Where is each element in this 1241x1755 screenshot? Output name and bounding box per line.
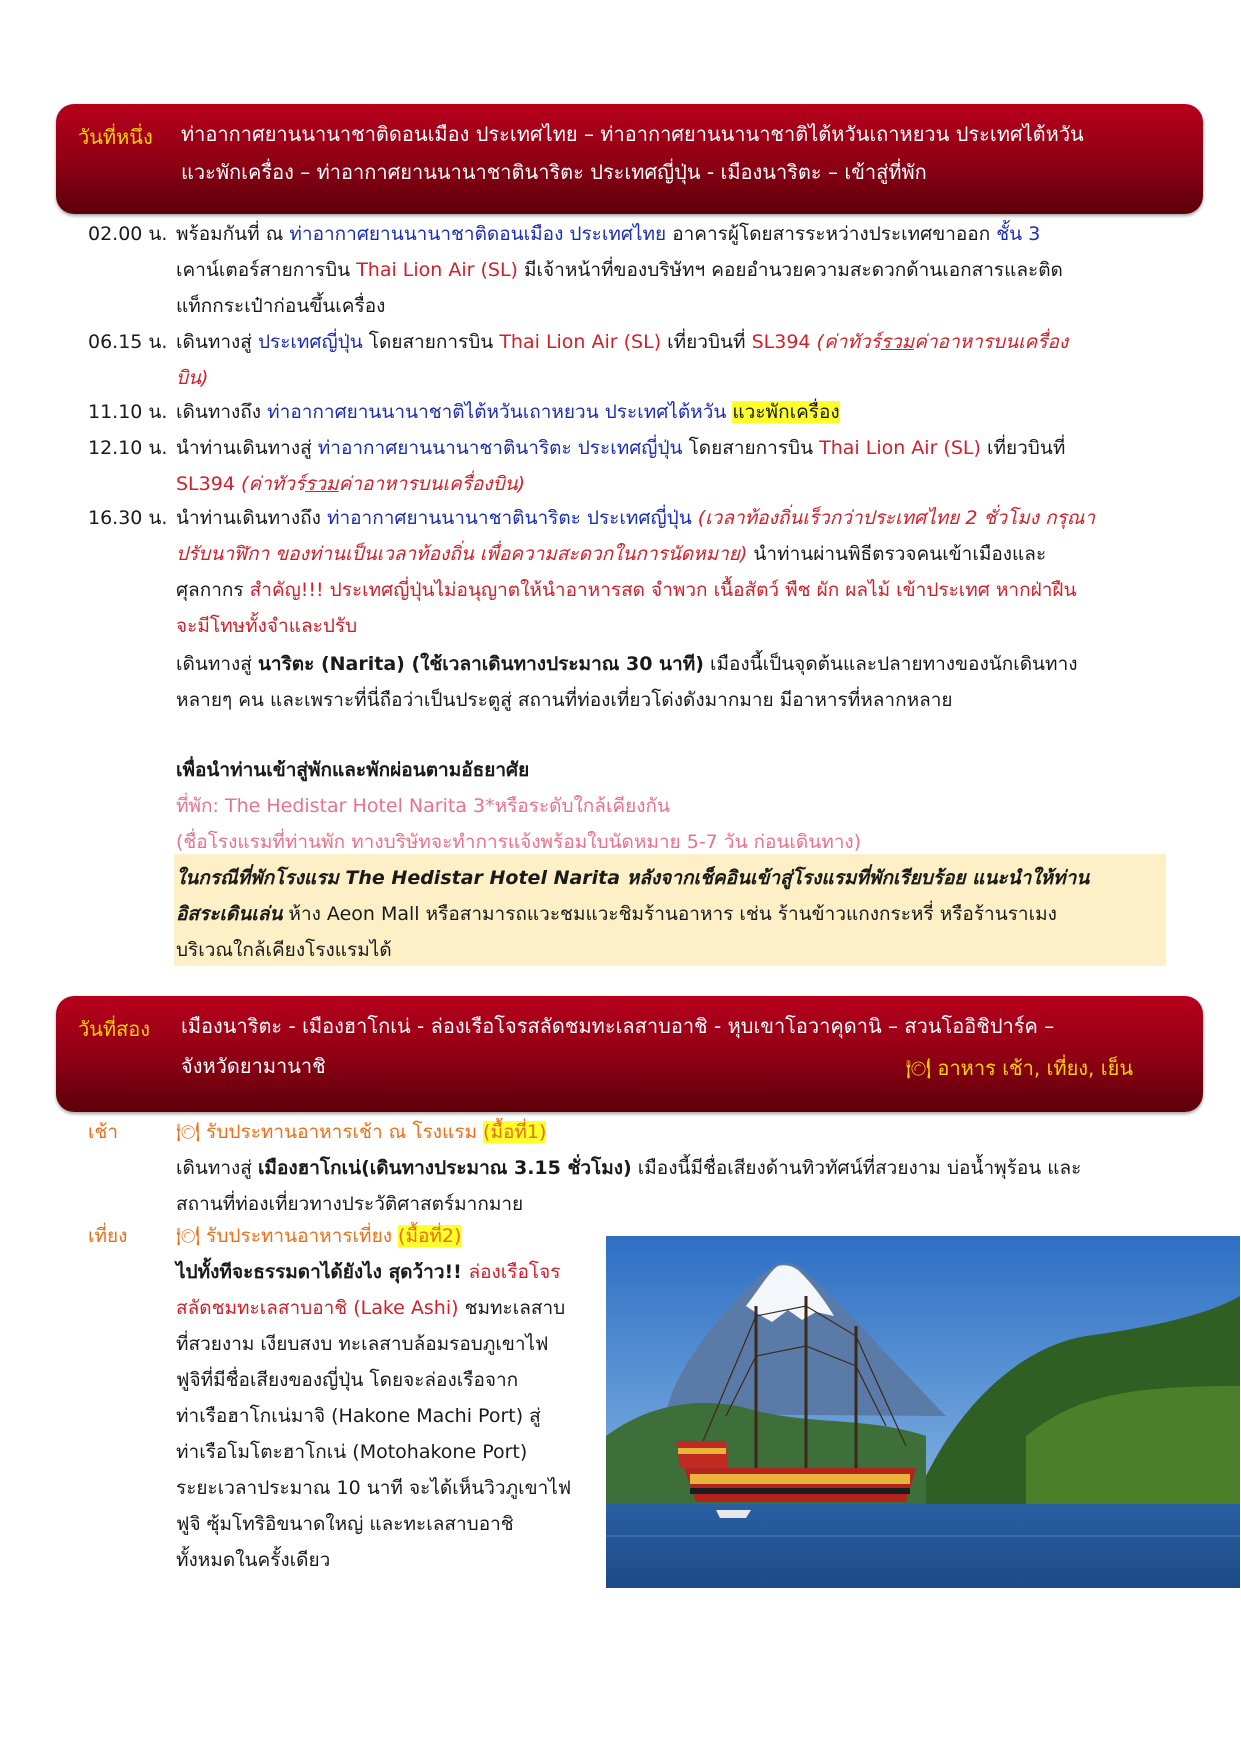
tip-text: ในกรณีที่พักโรงแรม The Hedistar Hotel Narita หลังจากเช็คอินเข้าสู่โรงแรมที่พักเรียบร้อย แนะนำให้ท่าน อิสระเดินเล่น ห้าง Aeon Mall หรือสามารถแวะชมแวะชิมร้านอาหาร เช่น ร้านข้าวแกงกระหรี่ หรือร้านราเมง บริเวณใกล้เคียงโรงแรมได้ [176,867,1090,961]
noon-label: เที่ยง [88,1225,128,1247]
hotel-note: (ชื่อโรงแรมที่ท่านพัก ทางบริษัทจะทำการแจ้งพร้อมใบนัดหมาย 5-7 วัน ก่อนเดินทาง) [176,831,862,853]
ashi-paragraph: ไปทั้งทีจะธรรมดาได้ยังไง สุดว้าว!! ล่องเรือโจร สลัดชมทะเลสาบอาชิ (Lake Ashi) ชมทะเลสาบ ที่สวยงาม เงียบสงบ ทะเลสาบล้อมรอบภูเขาไฟ ฟูจิที่มีชื่อเสียงของญี่ปุ่น โดยจะล่องเรือจาก ท่าเรือฮาโกเน่มาจิ (Hakone Machi Port) สู่ ท่าเรือโมโตะฮาโกเน่ (Motohakone Port) ระยะเวลาประมาณ 10 นาที จะได้เห็นวิวภูเขาไฟ ฟูจิ ซุ้มโทริอิขนาดใหญ่ และทะเลสาบอาชิ ทั้งหมดในครั้งเดียว [176,1261,572,1571]
entry-1210: นำท่านเดินทางสู่ ท่าอากาศยานนานาชาตินาริตะ ประเทศญี่ปุ่น โดยสายการบิน Thai Lion Air (SL) เที่ยวบินที่ SL394 (ค่าทัวร์รวมค่าอาหารบนเครื่องบิน) [176,437,1066,495]
hotel-line: ที่พัก: The Hedistar Hotel Narita 3*หรือระดับใกล้เคียงกัน [176,795,671,817]
time-1110: 11.10 น. [88,401,168,423]
day2-banner [56,996,1203,1112]
day1-banner [56,104,1203,214]
time-1630: 16.30 น. [88,507,168,529]
day2-title-line1: เมืองนาริตะ - เมืองฮาโกเน่ - ล่องเรือโจรสลัดชมทะเลสาบอาชิ - หุบเขาโอวาคุดานิ – สวนโออิชิปาร์ค – [181,1014,1055,1038]
day2-label: วันที่สอง [78,1017,151,1041]
time-1210: 12.10 น. [88,437,168,459]
entry-1110: เดินทางถึง ท่าอากาศยานนานาชาติไต้หวันเถาหยวน ประเทศไต้หวัน แวะพักเครื่อง [176,401,840,423]
hakone-paragraph: เดินทางสู่ เมืองฮาโกเน่(เดินทางประมาณ 3.15 ชั่วโมง) เมืองนี้มีชื่อเสียงด้านทิวทัศน์ที่สวยงาม บ่อน้ำพุร้อน และ สถานที่ท่องเที่ยวทางประวัติศาสตร์มากมาย [176,1157,1082,1215]
lake-ashi-pirate-ship-photo [606,1236,1240,1588]
entry-1630: นำท่านเดินทางถึง ท่าอากาศยานนานาชาตินาริตะ ประเทศญี่ปุ่น (เวลาท้องถิ่นเร็วกว่าประเทศไทย 2 ชั่วโมง กรุณา ปรับนาฬิกา ของท่านเป็นเวลาท้องถิ่น เพื่อความสะดวกในการนัดหมาย) นำท่านผ่านพิธีตรวจคนเข้าเมืองและ ศุลกากร สำคัญ!!! ประเทศญี่ปุ่นไม่อนุญาตให้นำอาหารสด จำพวก เนื้อสัตว์ พืช ผัก ผลไม้ เข้าประเทศ หากฝ่าฝืน จะมีโทษทั้งจำและปรับ [176,507,1096,637]
morning-meal: 🍽 รับประทานอาหารเช้า ณ โรงแรม (มื้อที่1) [176,1121,547,1143]
noon-meal: 🍽 รับประทานอาหารเที่ยง (มื้อที่2) [176,1225,462,1247]
time-0200: 02.00 น. [88,223,168,245]
day2-title-line2: จังหวัดยามานาชิ [181,1054,326,1078]
entry-0200: พร้อมกันที่ ณ ท่าอากาศยานนานาชาติดอนเมือง ประเทศไทย อาคารผู้โดยสารระหว่างประเทศขาออก ชั้น 3 เคาน์เตอร์สายการบิน Thai Lion Air (SL) มีเจ้าหน้าที่ของบริษัทฯ คอยอำนวยความสะดวกด้านเอกสารและติด แท็กกระเป๋าก่อนขึ้นเครื่อง [176,223,1063,317]
day1-title-line2: แวะพักเครื่อง – ท่าอากาศยานนานาชาตินาริตะ ประเทศญี่ปุ่น - เมืองนาริตะ – เข้าสู่ที่พัก [181,160,927,184]
narita-paragraph: เดินทางสู่ นาริตะ (Narita) (ใช้เวลาเดินทางประมาณ 30 นาที) เมืองนี้เป็นจุดต้นและปลายทางของนักเดินทาง หลายๆ คน และเพราะที่นี่ถือว่าเป็นประตูสู่ สถานที่ท่องเที่ยวโด่งดังมากมาย มีอาหารที่หลากหลาย [176,653,1078,711]
entry-0615: เดินทางสู่ ประเทศญี่ปุ่น โดยสายการบิน Thai Lion Air (SL) เที่ยวบินที่ SL394 (ค่าทัวร์รวมค่าอาหารบนเครื่อง บิน) [176,331,1069,389]
day1-label: วันที่หนึ่ง [78,125,153,149]
rest-line: เพื่อนำท่านเข้าสู่พักและพักผ่อนตามอัธยาศัย [176,759,530,781]
day2-meals: 🍽 อาหาร เช้า, เที่ยง, เย็น [905,1056,1133,1080]
morning-label: เช้า [88,1121,119,1143]
time-0615: 06.15 น. [88,331,168,353]
day1-title-line1: ท่าอากาศยานนานาชาติดอนเมือง ประเทศไทย – ท่าอากาศยานนานาชาติไต้หวันเถาหยวน ประเทศไต้หวัน [181,122,1084,146]
